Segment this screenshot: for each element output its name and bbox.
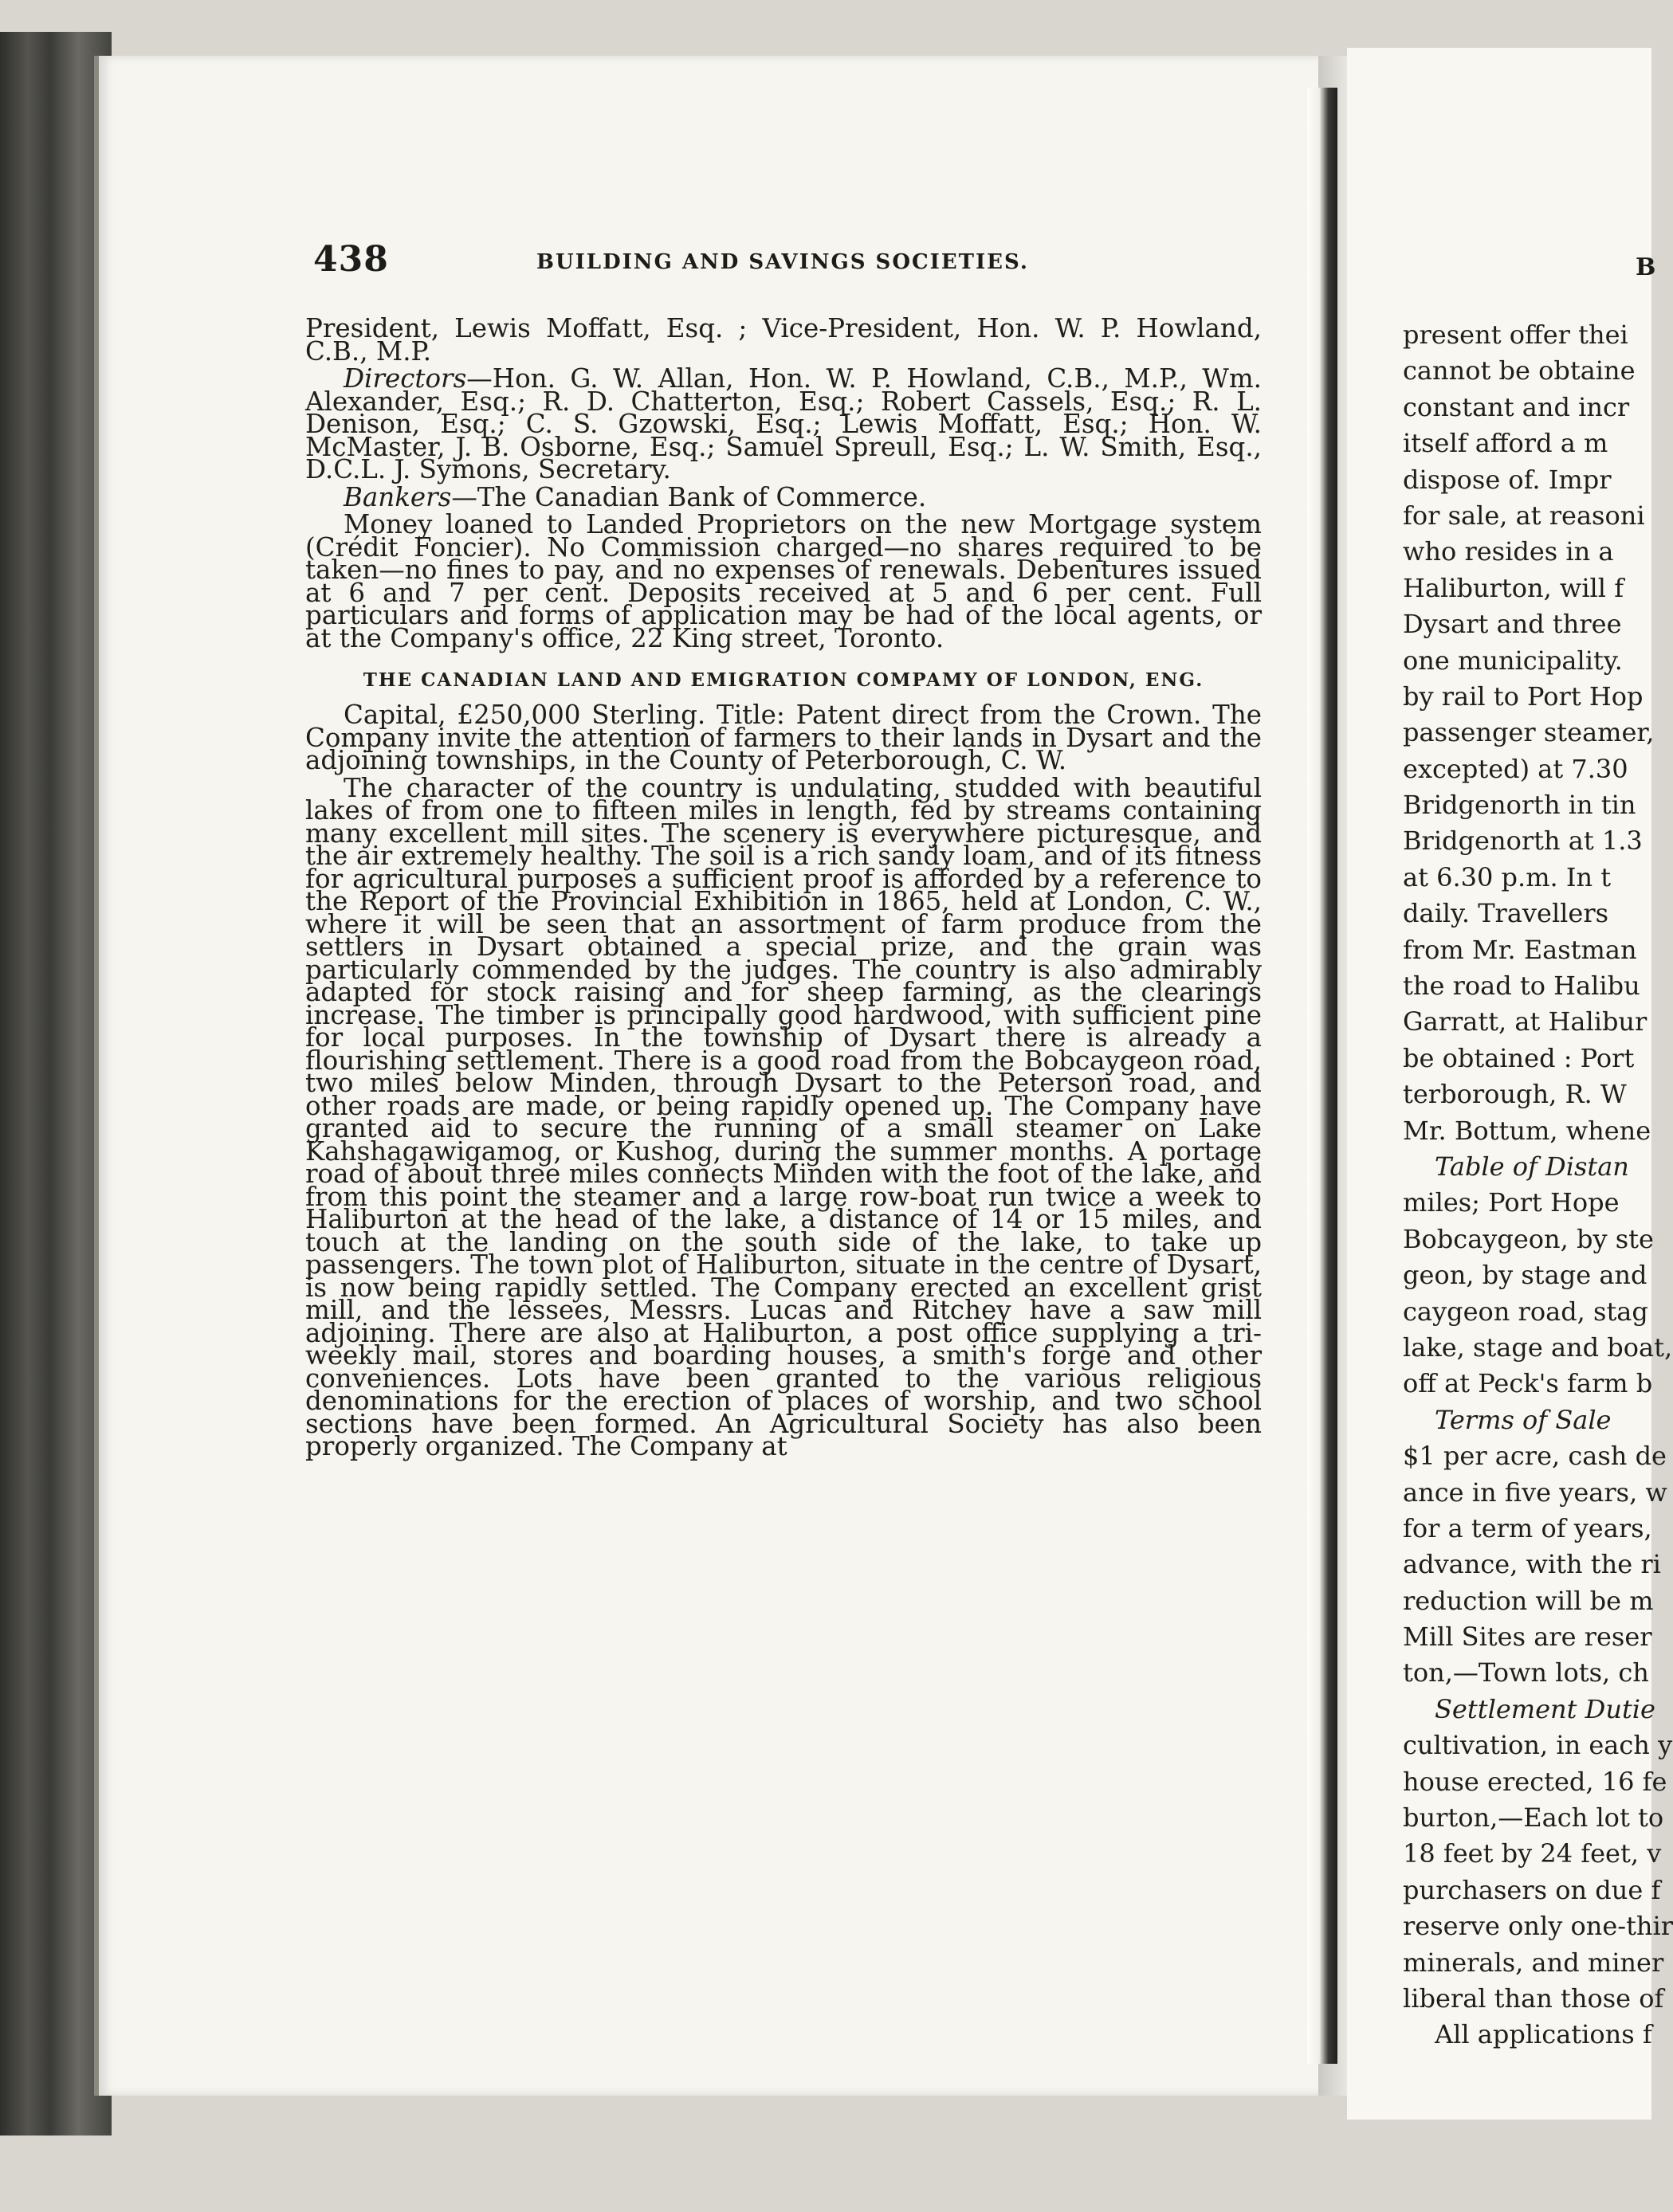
right-page-line: Bridgenorth at 1.3 — [1403, 826, 1643, 857]
page-number: 438 — [313, 239, 389, 280]
directors-text: —Hon. G. W. Allan, Hon. W. P. Howland, C.B., M.P., Wm. Alexander, Esq.; R. D. Chatterton, Esq.; Robert Cassels, Esq.; R. L. Denison, Esq.; C. S. Gzowski, Esq.; Lewis Moffatt, Esq.; Hon. W. McMaster, J. B. Osborne, Esq.; Samuel Spreull, Esq.; L. W. Smith, Esq., D.C.L. J. Symons, Secretary. — [305, 363, 1262, 484]
right-running-head-fragment: B — [1636, 253, 1656, 281]
right-page-line: daily. Travellers — [1403, 898, 1609, 929]
directors-paragraph — [305, 363, 1262, 484]
right-page-line: Haliburton, will f — [1403, 572, 1624, 603]
right-page-line: who resides in a — [1403, 536, 1614, 567]
right-page-line: Terms of Sale — [1435, 1404, 1612, 1435]
right-page-line: geon, by stage and — [1403, 1260, 1647, 1291]
right-page-line: from Mr. Eastman — [1403, 934, 1637, 965]
right-page-line: Garratt, at Halibur — [1403, 1006, 1647, 1037]
right-page-line: by rail to Port Hop — [1403, 680, 1644, 712]
right-page-line: lake, stage and boat, — [1403, 1332, 1673, 1363]
directors-label: Directors — [344, 363, 467, 394]
right-page-line: purchasers on due f — [1403, 1874, 1661, 1905]
right-page-line: burton,—Each lot to — [1403, 1802, 1664, 1834]
right-page-line: passenger steamer, — [1403, 717, 1655, 748]
right-page-line: liberal than those of — [1403, 1983, 1664, 2014]
right-page-line: minerals, and miner — [1403, 1947, 1664, 1978]
right-page-line: excepted) at 7.30 — [1403, 753, 1628, 784]
right-page-line: for a term of years, — [1403, 1512, 1652, 1543]
bankers-text: —The Canadian Bank of Commerce. — [451, 481, 927, 512]
right-page-line: Table of Distan — [1435, 1151, 1629, 1182]
right-page-line: Mr. Bottum, whene — [1403, 1115, 1651, 1146]
right-page-line: itself afford a m — [1403, 428, 1608, 459]
money-paragraph: Money loaned to Landed Proprietors on the new Mortgage system (Crédit Foncier). No Commission charged—no shares required to be taken—no fines to pay, and no expenses of renewals. Debentures issued at 6 and 7 per cent. Deposits received at 5 and 6 per cent. Full particulars and forms of application may be had of the local agents, or at the Company's office, 22 King street, Toronto. — [305, 509, 1262, 653]
left-page-text — [305, 313, 1262, 1461]
page-header — [313, 239, 1254, 287]
right-page-line: constant and incr — [1403, 391, 1630, 422]
right-page-line: Bobcaygeon, by ste — [1403, 1223, 1654, 1254]
right-page-line: cannot be obtaine — [1403, 355, 1636, 386]
section-heading: THE CANADIAN LAND AND EMIGRATION COMPAMY OF LONDON, ENG. — [363, 669, 1204, 691]
right-page-line: off at Peck's farm b — [1403, 1368, 1653, 1399]
right-page-line: Mill Sites are reser — [1403, 1622, 1652, 1653]
right-page-line: house erected, 16 fe — [1403, 1766, 1667, 1797]
right-page-line: reduction will be m — [1403, 1585, 1654, 1616]
officers-paragraph: President, Lewis Moffatt, Esq. ; Vice-President, Hon. W. P. Howland, C.B., M.P. — [305, 313, 1262, 367]
right-page-line: dispose of. Impr — [1403, 464, 1612, 495]
right-page-line: caygeon road, stag — [1403, 1296, 1648, 1327]
bankers-paragraph — [305, 481, 1262, 512]
right-page-line: cultivation, in each y — [1403, 1730, 1673, 1761]
right-page-line: terborough, R. W — [1403, 1079, 1627, 1110]
right-page-line: Bridgenorth in tin — [1403, 790, 1636, 821]
right-page-line: reserve only one-thir — [1403, 1911, 1673, 1942]
right-page-line: Settlement Dutie — [1435, 1693, 1655, 1724]
right-page-line: All applications f — [1435, 2019, 1652, 2050]
right-page-line: Dysart and three — [1403, 609, 1622, 640]
right-page-line: the road to Halibu — [1403, 971, 1640, 1002]
character-paragraph: The character of the country is undulating, studded with beautiful lakes of from one to fifteen miles in length, fed by streams containing many excellent mill sites. The scenery is everywhere picturesque, and the air extremely healthy. The soil is a rich sandy loam, and of its fitness for agricultural purposes a sufficient proof is afforded by a reference to the Report of the Provincial Exhibition in 1865, held at London, C. W., where it will be seen that an assortment of farm produce from the settlers in Dysart obtained a special prize, and the grain was particularly commended by the judges. The country is also admirably adapted for stock raising and for sheep farming, as the clearings increase. The timber is principally good hardwood, with sufficient pine for local purposes. In the township of Dysart there is already a flourishing settlement. There is a good road from the Bobcaygeon road, two miles below Minden, through Dysart to the Peterson road, and other roads are made, or being rapidly opened up. The Company have granted aid to secure the running of a small steamer on Lake Kahshagawigamog, or Kushog, during the summer months. A portage road of about three miles connects Minden with the foot of the lake, and from this point the steamer and a large row-boat run twice a week to Haliburton at the head of the lake, a distance of 14 or 15 miles, and touch at the landing on the south side of the lake, to take up passengers. The town plot of Haliburton, situate in the centre of Dysart, is now being rapidly settled. The Company erected an excellent grist mill, and the lessees, Messrs. Lucas and Ritchey have a saw mill adjoining. There are also at Haliburton, a post office supplying a tri-weekly mail, stores and boarding houses, a smith's forge and other conveniences. Lots have been granted to the various religious denominations for the erection of places of worship, and two school sections have been formed. An Agricultural Society has also been properly organized. The Company at — [305, 772, 1262, 1461]
right-page-line: for sale, at reasoni — [1403, 500, 1645, 531]
right-page-line: advance, with the ri — [1403, 1549, 1661, 1580]
right-page-line: 18 feet by 24 feet, v — [1403, 1838, 1662, 1869]
capital-paragraph: Capital, £250,000 Sterling. Title: Patent direct from the Crown. The Company invite the attention of farmers to their lands in Dysart and the adjoining townships, in the County of Peterborough, C. W. — [305, 700, 1262, 775]
right-page-line: be obtained : Port — [1403, 1042, 1635, 1073]
running-head: BUILDING AND SAVINGS SOCIETIES. — [536, 250, 1029, 274]
right-page-line: one municipality. — [1403, 645, 1623, 676]
right-page-text — [1403, 317, 1673, 2053]
right-page-line: present offer thei — [1403, 320, 1628, 350]
right-page-line: $1 per acre, cash de — [1403, 1441, 1667, 1472]
right-page-line: ance in five years, w — [1403, 1477, 1667, 1508]
binding-shadow — [1307, 88, 1337, 2064]
right-page-line: at 6.30 p.m. In t — [1403, 861, 1612, 892]
right-page-line: ton,—Town lots, ch — [1403, 1657, 1649, 1688]
right-page-line: miles; Port Hope — [1403, 1187, 1620, 1218]
bankers-label: Bankers — [344, 481, 452, 512]
